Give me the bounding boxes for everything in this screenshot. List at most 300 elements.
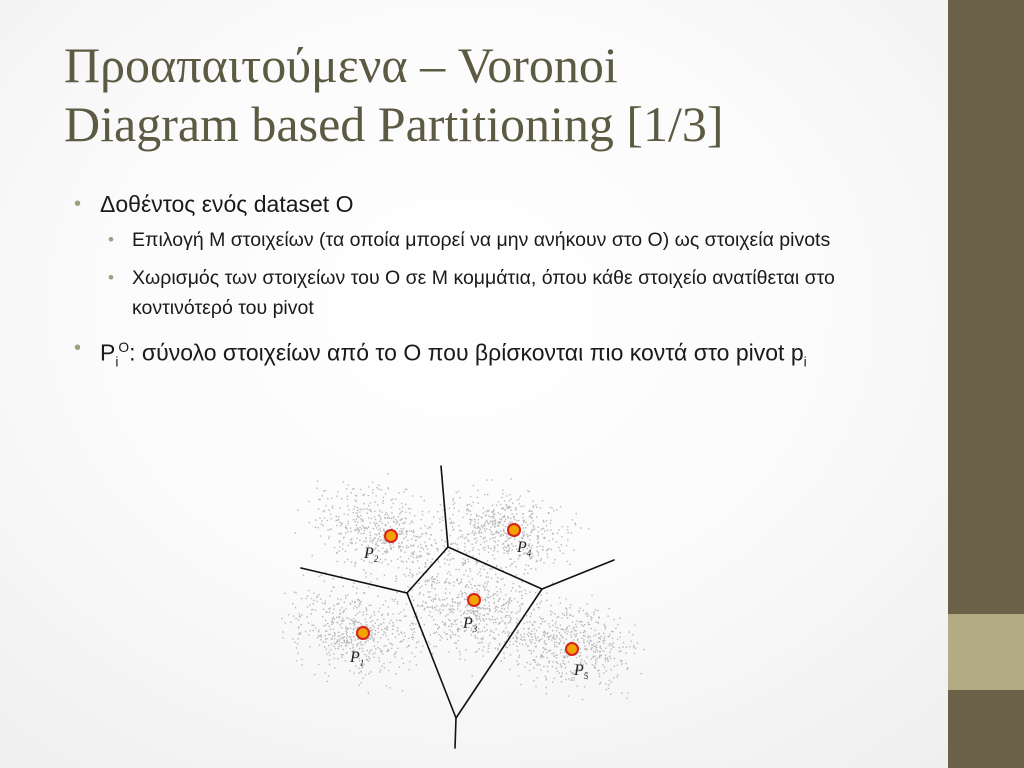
cloud-point (333, 578, 334, 579)
cloud-point (357, 643, 358, 644)
pio-sup: O (118, 340, 130, 355)
cloud-point (324, 603, 325, 604)
cloud-point (479, 623, 480, 624)
cloud-point (476, 619, 477, 620)
cloud-point (379, 510, 380, 511)
cloud-point (549, 660, 550, 661)
cloud-point (354, 506, 355, 507)
cloud-point (464, 543, 465, 544)
cloud-point (373, 539, 374, 540)
cloud-point (434, 582, 435, 583)
cloud-point (433, 633, 434, 634)
cloud-point (511, 563, 512, 564)
cloud-point (388, 487, 389, 488)
cloud-point (458, 636, 459, 637)
cloud-point (295, 618, 296, 619)
cloud-point (347, 641, 348, 642)
cloud-point (382, 548, 383, 549)
cloud-point (465, 570, 466, 571)
cloud-point (368, 673, 369, 674)
cloud-point (525, 522, 526, 523)
cloud-point (425, 564, 426, 565)
cloud-point (338, 632, 339, 633)
cloud-point (470, 511, 471, 512)
cloud-point (544, 642, 545, 643)
cloud-point (401, 560, 402, 561)
cloud-point (566, 545, 567, 546)
cloud-point (358, 529, 359, 530)
cloud-point (516, 513, 517, 514)
cloud-point (450, 522, 451, 523)
cloud-point (380, 519, 381, 520)
cloud-point (353, 509, 354, 510)
cloud-point (496, 581, 497, 582)
cloud-point (284, 593, 285, 594)
cloud-point (437, 511, 438, 512)
cloud-point (500, 521, 501, 522)
cloud-point (573, 627, 574, 628)
cloud-point (419, 551, 420, 552)
cloud-point (460, 610, 461, 611)
cloud-point (450, 574, 451, 575)
cloud-point (332, 507, 333, 508)
pivot-label: $P_2$ (364, 545, 379, 564)
cloud-point (536, 646, 537, 647)
cloud-point (478, 631, 479, 632)
cloud-point (353, 618, 354, 619)
cloud-point (364, 508, 365, 509)
cloud-point (437, 624, 438, 625)
cloud-point (355, 639, 356, 640)
cloud-point (485, 600, 486, 601)
voronoi-edge (455, 718, 456, 748)
cloud-point (550, 614, 551, 615)
cloud-point (498, 634, 499, 635)
cloud-point (406, 568, 407, 569)
cloud-point (413, 531, 414, 532)
cloud-point (610, 651, 611, 652)
cloud-point (374, 511, 375, 512)
cloud-point (621, 692, 622, 693)
cloud-point (405, 512, 406, 513)
cloud-point (341, 533, 342, 534)
cloud-point (367, 528, 368, 529)
cloud-point (531, 553, 532, 554)
cloud-point (602, 650, 603, 651)
cloud-point (556, 654, 557, 655)
cloud-point (410, 569, 411, 570)
cloud-point (326, 611, 327, 612)
cloud-point (504, 622, 505, 623)
cloud-point (620, 660, 621, 661)
cloud-point (546, 687, 547, 688)
cloud-point (620, 632, 621, 633)
cloud-point (458, 569, 459, 570)
cloud-point (550, 610, 551, 611)
cloud-point (416, 556, 417, 557)
cloud-point (431, 578, 432, 579)
cloud-point (641, 673, 642, 674)
cloud-point (361, 682, 362, 683)
cloud-point (341, 642, 342, 643)
cloud-point (382, 553, 383, 554)
cloud-point (486, 520, 487, 521)
cloud-point (333, 646, 334, 647)
cloud-point (309, 646, 310, 647)
cloud-point (499, 523, 500, 524)
cloud-point (346, 528, 347, 529)
cloud-point (494, 558, 495, 559)
cloud-point (336, 525, 337, 526)
cloud-point (612, 638, 613, 639)
cloud-point (317, 637, 318, 638)
cloud-point (529, 543, 530, 544)
cloud-point (519, 643, 520, 644)
cloud-point (491, 548, 492, 549)
cloud-point (460, 590, 461, 591)
cloud-point (502, 509, 503, 510)
cloud-point (320, 535, 321, 536)
cloud-point (485, 521, 486, 522)
cloud-point (328, 652, 329, 653)
cloud-point (533, 667, 534, 668)
cloud-point (507, 631, 508, 632)
cloud-point (385, 514, 386, 515)
cloud-point (346, 617, 347, 618)
cloud-point (468, 586, 469, 587)
cloud-point (419, 593, 420, 594)
cloud-point (583, 626, 584, 627)
cloud-point (394, 599, 395, 600)
cloud-point (433, 516, 434, 517)
cloud-point (500, 535, 501, 536)
cloud-point (559, 638, 560, 639)
cloud-point (492, 523, 493, 524)
cloud-point (311, 609, 312, 610)
cloud-point (488, 591, 489, 592)
cloud-point (458, 597, 459, 598)
cloud-point (380, 539, 381, 540)
cloud-point (507, 635, 508, 636)
cloud-point (452, 598, 453, 599)
cloud-point (521, 604, 522, 605)
cloud-point (424, 542, 425, 543)
cloud-point (453, 529, 454, 530)
cloud-point (356, 538, 357, 539)
cloud-point (335, 520, 336, 521)
cloud-point (413, 530, 414, 531)
voronoi-edge (407, 593, 456, 718)
cloud-point (383, 619, 384, 620)
cloud-point (495, 521, 496, 522)
cloud-point (444, 582, 445, 583)
cloud-point (563, 643, 564, 644)
cloud-point (448, 550, 449, 551)
cloud-point (420, 606, 421, 607)
cloud-point (431, 577, 432, 578)
cloud-point (609, 656, 610, 657)
cloud-point (429, 615, 430, 616)
cloud-point (379, 521, 380, 522)
cloud-point (345, 642, 346, 643)
cloud-point (312, 603, 313, 604)
cloud-point (386, 512, 387, 513)
cloud-point (505, 617, 506, 618)
cloud-point (337, 520, 338, 521)
cloud-point (552, 661, 553, 662)
cloud-point (495, 619, 496, 620)
cloud-point (300, 633, 301, 634)
cloud-point (489, 609, 490, 610)
cloud-point (421, 585, 422, 586)
cloud-point (475, 527, 476, 528)
cloud-point (546, 693, 547, 694)
cloud-point (347, 523, 348, 524)
cloud-point (359, 685, 360, 686)
cloud-point (340, 613, 341, 614)
cloud-point (334, 635, 335, 636)
cloud-point (550, 506, 551, 507)
cloud-point (350, 639, 351, 640)
cloud-point (455, 602, 456, 603)
cloud-point (556, 509, 557, 510)
cloud-point (583, 632, 584, 633)
cloud-point (413, 637, 414, 638)
cloud-point (431, 584, 432, 585)
cloud-point (417, 536, 418, 537)
cloud-point (572, 622, 573, 623)
cloud-point (521, 598, 522, 599)
cloud-point (442, 621, 443, 622)
cloud-point (531, 518, 532, 519)
cloud-point (510, 617, 511, 618)
cloud-point (329, 595, 330, 596)
cloud-point (476, 618, 477, 619)
cloud-point (554, 656, 555, 657)
cloud-point (371, 562, 372, 563)
cloud-point (532, 555, 533, 556)
cloud-point (566, 609, 567, 610)
cloud-point (401, 658, 402, 659)
cloud-point (411, 653, 412, 654)
cloud-point (493, 593, 494, 594)
cloud-point (369, 658, 370, 659)
cloud-point (577, 685, 578, 686)
cloud-point (532, 513, 533, 514)
cloud-point (373, 626, 374, 627)
cloud-point (539, 664, 540, 665)
cloud-point (372, 637, 373, 638)
cloud-point (490, 516, 491, 517)
cloud-point (363, 520, 364, 521)
cloud-point (340, 599, 341, 600)
cloud-point (484, 524, 485, 525)
cloud-point (584, 630, 585, 631)
cloud-point (604, 666, 605, 667)
cloud-point (311, 613, 312, 614)
cloud-point (493, 509, 494, 510)
cloud-point (313, 593, 314, 594)
cloud-point (403, 561, 404, 562)
cloud-point (522, 644, 523, 645)
cloud-point (599, 676, 600, 677)
cloud-point (467, 605, 468, 606)
cloud-point (452, 526, 453, 527)
cloud-point (333, 605, 334, 606)
cloud-point (573, 616, 574, 617)
cloud-point (491, 526, 492, 527)
cloud-point (334, 667, 335, 668)
cloud-point (498, 540, 499, 541)
cloud-point (336, 516, 337, 517)
cloud-point (574, 630, 575, 631)
cloud-point (565, 608, 566, 609)
cloud-point (353, 636, 354, 637)
cloud-point (315, 527, 316, 528)
cloud-point (457, 538, 458, 539)
cloud-point (526, 662, 527, 663)
cloud-point (372, 492, 373, 493)
cloud-point (375, 525, 376, 526)
cloud-point (393, 503, 394, 504)
cloud-point (479, 553, 480, 554)
cloud-point (536, 630, 537, 631)
cloud-point (368, 486, 369, 487)
cloud-point (329, 664, 330, 665)
cloud-point (531, 642, 532, 643)
cloud-point (457, 544, 458, 545)
cloud-point (496, 586, 497, 587)
cloud-point (427, 553, 428, 554)
cloud-point (493, 514, 494, 515)
cloud-point (522, 639, 523, 640)
cloud-point (469, 581, 470, 582)
cloud-point (491, 533, 492, 534)
cloud-point (508, 632, 509, 633)
cloud-point (510, 510, 511, 511)
cloud-point (350, 539, 351, 540)
cloud-point (339, 635, 340, 636)
cloud-point (597, 642, 598, 643)
cloud-point (420, 528, 421, 529)
cloud-point (509, 548, 510, 549)
cloud-point (336, 496, 337, 497)
cloud-point (374, 534, 375, 535)
cloud-point (393, 601, 394, 602)
cloud-point (511, 590, 512, 591)
cloud-point (453, 498, 454, 499)
cloud-point (333, 586, 334, 587)
cloud-point (329, 536, 330, 537)
cloud-point (524, 569, 525, 570)
cloud-point (393, 521, 394, 522)
cloud-point (324, 646, 325, 647)
cloud-point (408, 575, 409, 576)
cloud-point (478, 519, 479, 520)
cloud-point (453, 504, 454, 505)
cloud-point (542, 549, 543, 550)
cloud-point (405, 518, 406, 519)
cloud-point (529, 639, 530, 640)
cloud-point (552, 620, 553, 621)
cloud-point (550, 529, 551, 530)
cloud-point (472, 579, 473, 580)
cloud-point (378, 625, 379, 626)
cloud-point (552, 630, 553, 631)
cloud-point (567, 526, 568, 527)
cloud-point (483, 537, 484, 538)
cloud-point (408, 508, 409, 509)
cloud-point (415, 536, 416, 537)
cloud-point (387, 639, 388, 640)
cloud-point (350, 531, 351, 532)
cloud-point (498, 525, 499, 526)
cloud-point (407, 586, 408, 587)
cloud-point (439, 522, 440, 523)
cloud-point (580, 648, 581, 649)
cloud-point (396, 523, 397, 524)
cloud-point (574, 634, 575, 635)
cloud-point (497, 532, 498, 533)
cloud-point (543, 562, 544, 563)
pivot-label: $P_1$ (350, 649, 365, 668)
cloud-point (373, 538, 374, 539)
cloud-point (414, 628, 415, 629)
cloud-point (424, 525, 425, 526)
cloud-point (430, 634, 431, 635)
cloud-point (354, 623, 355, 624)
cloud-point (556, 630, 557, 631)
cloud-point (359, 603, 360, 604)
cloud-point (376, 495, 377, 496)
cloud-point (378, 611, 379, 612)
cloud-point (543, 521, 544, 522)
cloud-point (531, 630, 532, 631)
cloud-point (292, 603, 293, 604)
cloud-point (395, 580, 396, 581)
cloud-point (348, 521, 349, 522)
cloud-point (464, 611, 465, 612)
cloud-point (331, 497, 332, 498)
cloud-point (431, 534, 432, 535)
cloud-point (376, 534, 377, 535)
cloud-point (406, 534, 407, 535)
cloud-point (489, 605, 490, 606)
cloud-point (525, 590, 526, 591)
cloud-point (479, 572, 480, 573)
cloud-point (568, 661, 569, 662)
cloud-point (372, 629, 373, 630)
cloud-point (343, 611, 344, 612)
cloud-point (477, 562, 478, 563)
cloud-point (327, 530, 328, 531)
cloud-point (383, 622, 384, 623)
cloud-point (600, 638, 601, 639)
cloud-point (495, 629, 496, 630)
cloud-point (536, 656, 537, 657)
cloud-point (346, 652, 347, 653)
cloud-point (442, 520, 443, 521)
cloud-point (496, 505, 497, 506)
cloud-point (502, 493, 503, 494)
cloud-point (540, 594, 541, 595)
cloud-point (443, 610, 444, 611)
cloud-point (485, 511, 486, 512)
cloud-point (315, 627, 316, 628)
cloud-point (563, 663, 564, 664)
cloud-point (520, 684, 521, 685)
cloud-point (575, 624, 576, 625)
